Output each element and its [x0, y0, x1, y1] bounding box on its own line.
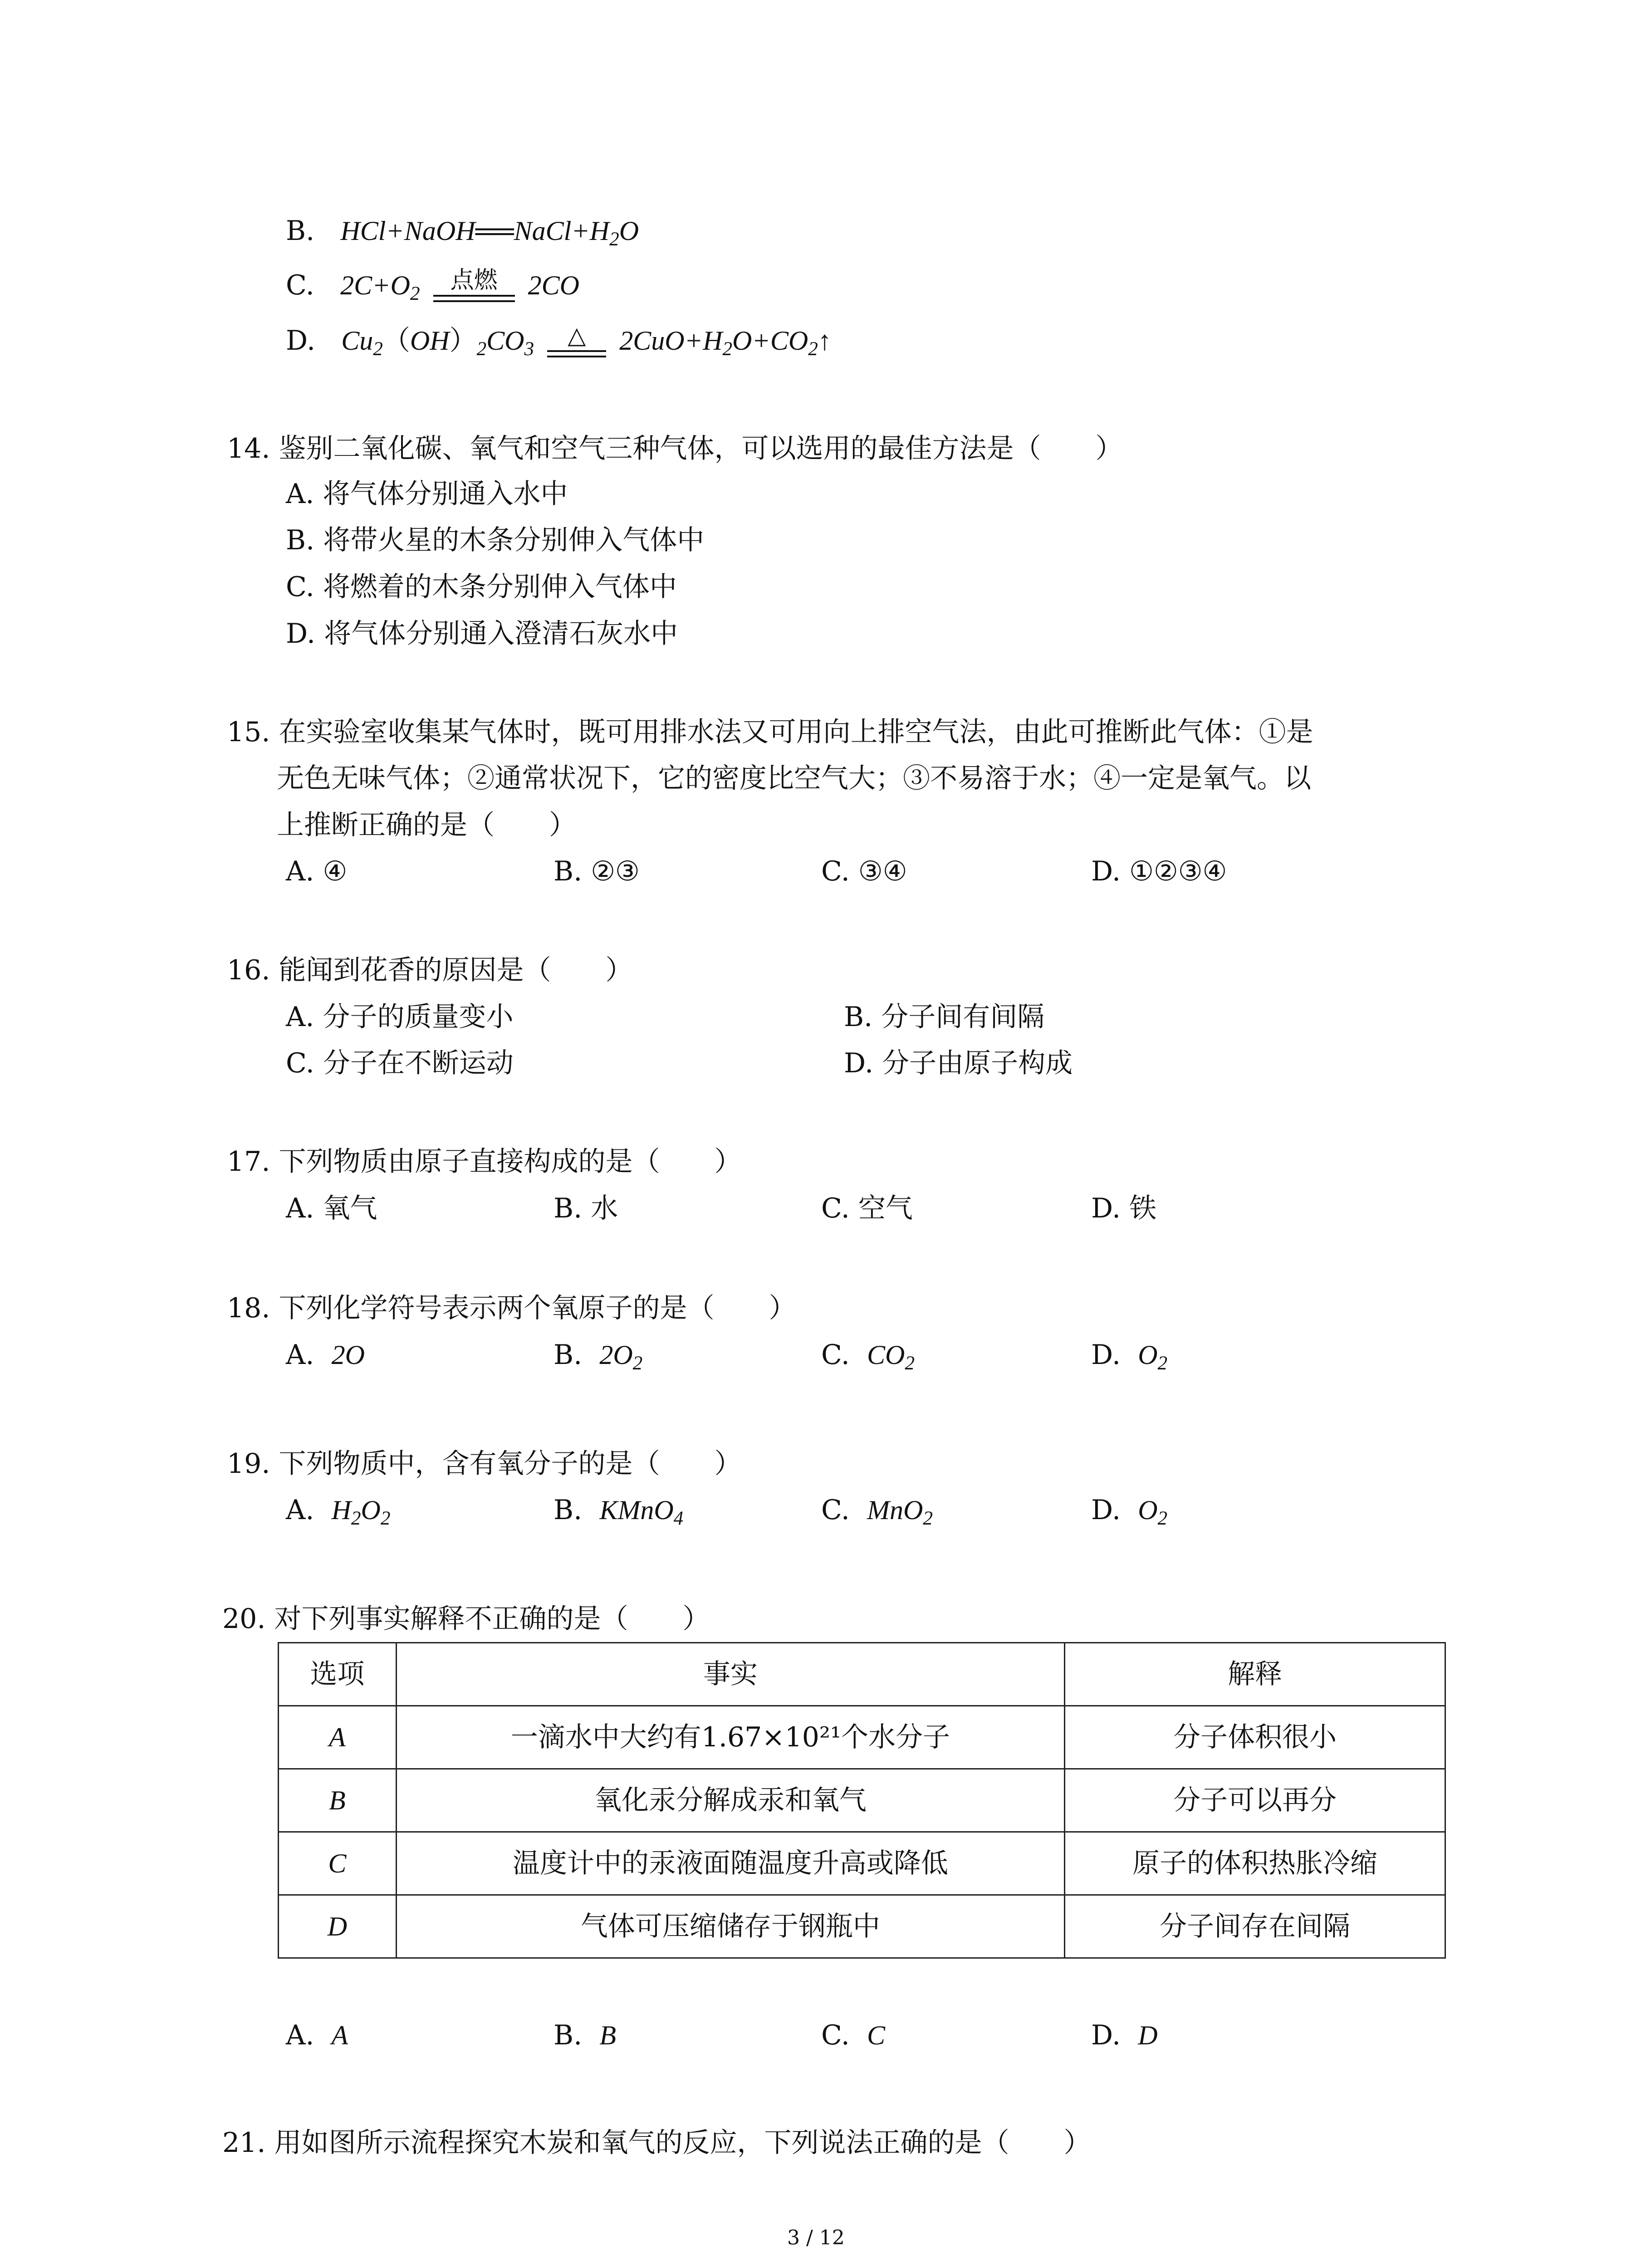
page-number: 3 / 12: [787, 2226, 845, 2249]
q16-option-d: D. 分子由原子构成: [844, 1047, 1073, 1079]
table-row: [279, 1769, 1445, 1832]
q18-option-d: D. $O_2$: [1091, 1339, 1168, 1374]
q20-row-explanation: 原子的体积热胀冷缩: [1065, 1832, 1445, 1895]
q16-option-b: B. 分子间有间隔: [844, 1001, 1045, 1033]
q18-stem: 18. 下列化学符号表示两个氧原子的是（ ）: [227, 1292, 796, 1324]
q16-option-a: A. 分子的质量变小: [286, 1001, 514, 1033]
q13-option-d: D. $Cu_2(OH)_2CO_3$ △ $2CuO+H_2O+CO_2↑$: [286, 322, 832, 360]
q19-option-b: B. KMnO$_4$: [554, 1494, 684, 1530]
q15-option-c: C. ③④: [821, 855, 907, 887]
q14-option-c: C. 将燃着的木条分别伸入气体中: [286, 571, 677, 603]
q19-stem: 19. 下列物质中，含有氧分子的是（ ）: [227, 1448, 742, 1480]
q20-header-option: 选项: [279, 1643, 397, 1706]
q17-option-b: B. 水: [554, 1193, 618, 1224]
q17-option-c: C. 空气: [821, 1193, 913, 1224]
q19-option-c: C. MnO$_2$: [821, 1494, 933, 1530]
q20-row-option: B: [279, 1769, 397, 1832]
q20-row-fact: 一滴水中大约有1.67×10²¹个水分子: [396, 1706, 1064, 1769]
q20-option-a: A. A: [286, 2019, 348, 2051]
q18-option-a: A. 2O: [286, 1339, 365, 1371]
q15-stem-line3: 上推断正确的是（ ）: [277, 809, 576, 841]
q20-header-explanation: 解释: [1065, 1643, 1445, 1706]
q20-option-d: D. D: [1091, 2019, 1158, 2051]
q20-row-option: D: [279, 1895, 397, 1958]
q13-b-formula: $HCl+NaOH══NaCl+H_2O$: [340, 216, 639, 250]
q16-option-c: C. 分子在不断运动: [286, 1047, 514, 1079]
q20-stem: 20. 对下列事实解释不正确的是（ ）: [222, 1603, 710, 1635]
q13-d-right: $2CuO+H_2O+CO_2↑$: [619, 326, 832, 360]
q20-row-fact: 氧化汞分解成汞和氧气: [396, 1769, 1064, 1832]
q13-c-left: $2C+O_2$: [340, 270, 420, 305]
q17-option-d: D. 铁: [1091, 1193, 1157, 1224]
q13-d-condition: △: [543, 324, 611, 357]
table-row: [279, 1832, 1445, 1895]
q15-stem-line1: 15. 在实验室收集某气体时，既可用排水法又可用向上排空气法，由此可推断此气体：①是: [227, 716, 1313, 748]
q18-option-c: C. $CO_2$: [821, 1339, 915, 1374]
q14-stem: 14. 鉴别二氧化碳、氧气和空气三种气体，可以选用的最佳方法是（ ）: [227, 433, 1123, 464]
q14-option-a: A. 将气体分别通入水中: [286, 478, 568, 510]
q13-d-left: $Cu_2(OH)_2CO_3$: [341, 326, 534, 360]
q19-option-d: D. $O_2$: [1091, 1494, 1168, 1530]
q13-c-condition: 点燃: [429, 269, 519, 302]
q13-option-c: C. $2C+O_2$ 点燃 2CO: [286, 267, 580, 305]
q20-row-fact: 气体可压缩储存于钢瓶中: [396, 1895, 1064, 1958]
q14-option-b: B. 将带火星的木条分别伸入气体中: [286, 524, 705, 556]
q20-table: [278, 1642, 1446, 1959]
q20-row-explanation: 分子间存在间隔: [1065, 1895, 1445, 1958]
q13-c-right: 2CO: [528, 270, 580, 300]
q20-row-explanation: 分子体积很小: [1065, 1706, 1445, 1769]
q18-option-b: B. $2O_2$: [554, 1339, 643, 1374]
q19-option-a: A. $H_2O_2$: [286, 1494, 391, 1530]
q16-stem: 16. 能闻到花香的原因是（ ）: [227, 954, 633, 986]
q20-row-explanation: 分子可以再分: [1065, 1769, 1445, 1832]
q20-option-c: C. C: [821, 2019, 886, 2051]
q20-row-option: A: [279, 1706, 397, 1769]
q20-row-option: C: [279, 1832, 397, 1895]
q15-option-b: B. ②③: [554, 855, 640, 887]
q17-stem: 17. 下列物质由原子直接构成的是（ ）: [227, 1146, 742, 1178]
q15-stem-line2: 无色无味气体；②通常状况下，它的密度比空气大；③不易溶于水；④一定是氧气。以: [277, 763, 1311, 794]
q15-option-d: D. ①②③④: [1091, 855, 1227, 887]
q20-row-fact: 温度计中的汞液面随温度升高或降低: [396, 1832, 1064, 1895]
q20-header-fact: 事实: [396, 1643, 1064, 1706]
q14-option-d: D. 将气体分别通入澄清石灰水中: [286, 618, 678, 650]
q13-option-b: B. $HCl+NaOH══NaCl+H_2O$: [286, 215, 639, 250]
table-row: [279, 1895, 1445, 1958]
q21-stem: 21. 用如图所示流程探究木炭和氧气的反应，下列说法正确的是（ ）: [222, 2127, 1091, 2159]
table-row: [279, 1706, 1445, 1769]
q20-table-header-row: [279, 1643, 1445, 1706]
q20-option-b: B. B: [554, 2019, 616, 2051]
q17-option-a: A. 氧气: [286, 1193, 377, 1224]
q15-option-a: A. ④: [286, 855, 348, 887]
